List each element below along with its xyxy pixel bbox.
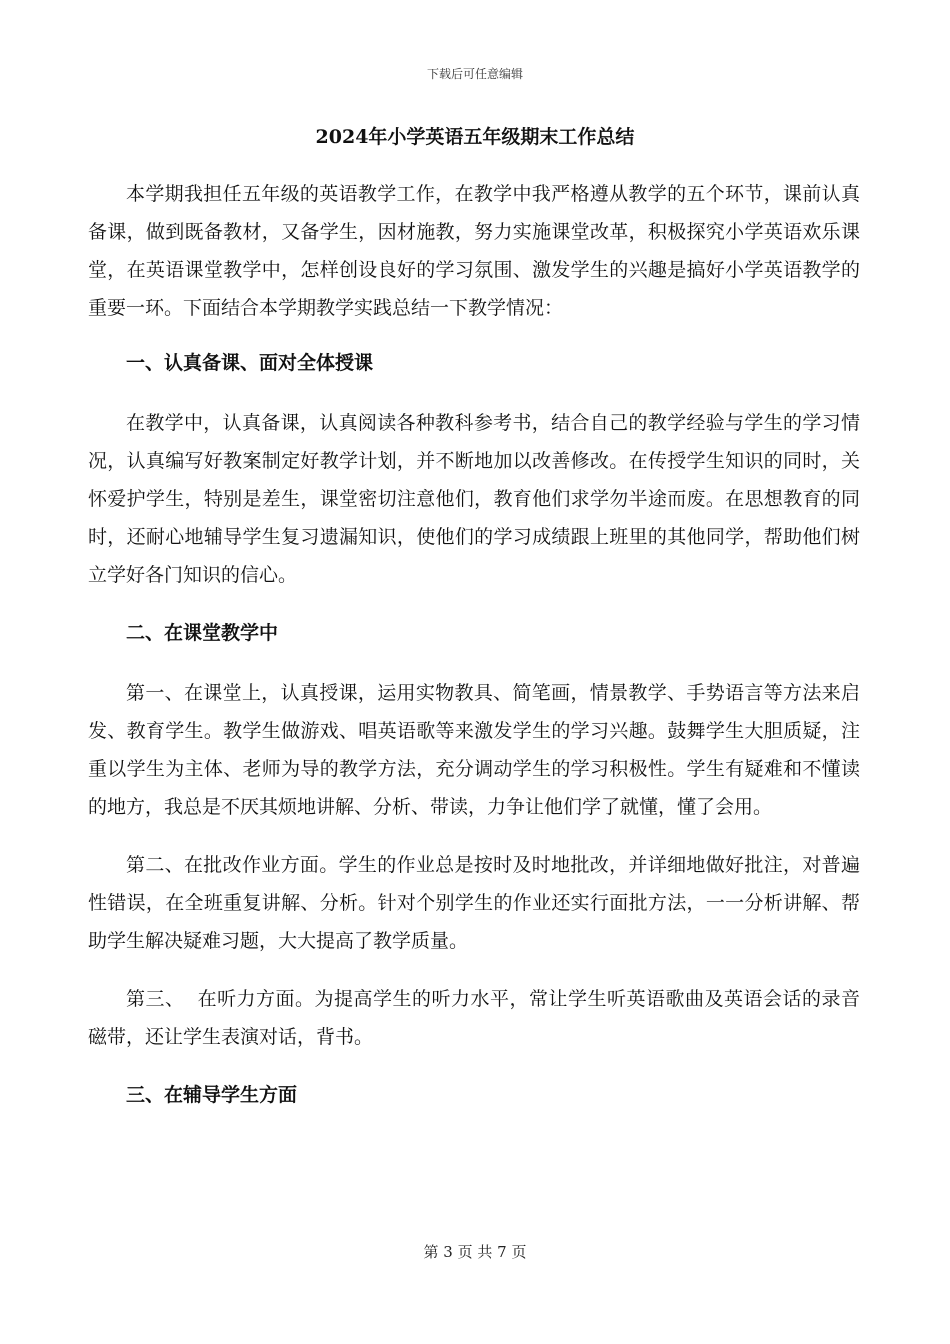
section-heading-1: 一、认真备课、面对全体授课 <box>126 352 374 374</box>
section1-paragraph: 在教学中，认真备课，认真阅读各种教科参考书，结合自己的教学经验与学生的学习情况，认真编写好教案制定好教学计划，并不断地加以改善修改。在传授学生知识的同时，关怀爱护学生，特别是差生，课堂密切注意他们，教育他们求学勿半途而废。在思想教育的同时，还耐心地辅导学生复习遗漏知识，使他们的学习成绩跟上班里的其他同学，帮助他们树立学好各门知识的信心。 <box>88 412 860 586</box>
section2-paragraph-2: 第二、在批改作业方面。学生的作业总是按时及时地批改，并详细地做好批注，对普遍性错误，在全班重复讲解、分析。针对个别学生的作业还实行面批方法，一一分析讲解、帮助学生解决疑难习题，大大提高了教学质量。 <box>88 854 860 952</box>
document-title: 2024年小学英语五年级期末工作总结 <box>315 126 635 148</box>
header-note: 下载后可任意编辑 <box>426 67 523 81</box>
page-number: 第 3 页 共 7 页 <box>423 1243 527 1261</box>
section2-paragraph-1: 第一、在课堂上，认真授课，运用实物教具、简笔画，情景教学、手势语言等方法来启发、教育学生。教学生做游戏、唱英语歌等来激发学生的学习兴趣。鼓舞学生大胆质疑，注重以学生为主体、老师为导的教学方法，充分调动学生的学习积极性。学生有疑难和不懂读的地方，我总是不厌其烦地讲解、分析、带读，力争让他们学了就懂，懂了会用。 <box>88 682 860 818</box>
section2-paragraph-3: 第三、 在听力方面。为提高学生的听力水平，常让学生听英语歌曲及英语会话的录音磁带，还让学生表演对话，背书。 <box>88 988 860 1048</box>
document-body <box>88 175 860 1136</box>
section-heading-2: 二、在课堂教学中 <box>126 622 279 644</box>
intro-paragraph: 本学期我担任五年级的英语教学工作，在教学中我严格遵从教学的五个环节，课前认真备课，做到既备教材，又备学生，因材施教，努力实施课堂改革，积极探究小学英语欢乐课堂，在英语课堂教学中，怎样创设良好的学习氛围、激发学生的兴趣是搞好小学英语教学的重要一环。下面结合本学期教学实践总结一下教学情况： <box>88 183 860 319</box>
section-heading-3: 三、在辅导学生方面 <box>126 1084 298 1106</box>
